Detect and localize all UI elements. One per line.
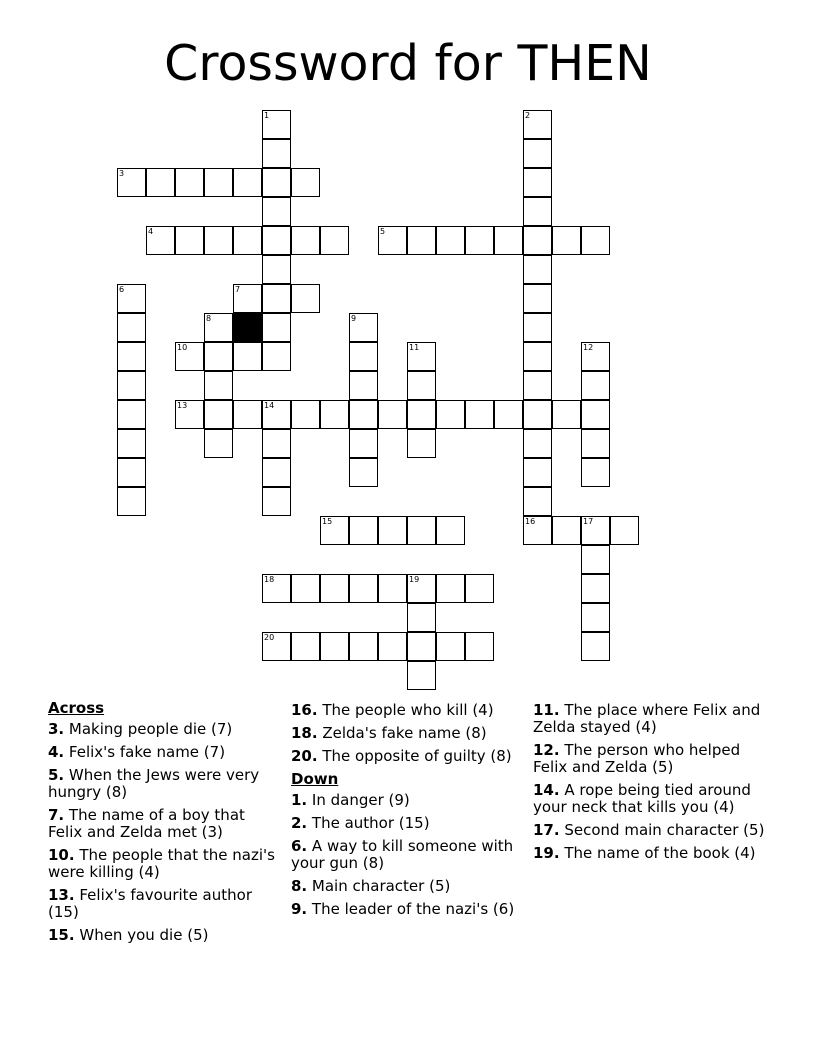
grid-cell[interactable] bbox=[494, 400, 523, 429]
clue-down-19 bbox=[533, 845, 768, 862]
clue-number: 11. bbox=[533, 701, 560, 719]
clue-number: 8. bbox=[291, 877, 308, 895]
clue-number: 1. bbox=[291, 791, 308, 809]
clue-number: 10. bbox=[48, 846, 75, 864]
grid-cell[interactable] bbox=[262, 110, 291, 139]
clue-down-1 bbox=[291, 792, 523, 809]
grid-cell[interactable] bbox=[523, 139, 552, 168]
grid-cell[interactable] bbox=[262, 197, 291, 226]
grid-cell[interactable] bbox=[552, 400, 581, 429]
clue-down-12 bbox=[533, 742, 768, 776]
clue-text: The author (15) bbox=[311, 814, 430, 832]
cell-number: 18 bbox=[264, 575, 275, 584]
grid-cell[interactable] bbox=[407, 371, 436, 400]
clue-across-20 bbox=[291, 748, 523, 765]
grid-cell[interactable] bbox=[291, 400, 320, 429]
clue-column-2 bbox=[291, 698, 523, 924]
grid-cell[interactable] bbox=[175, 168, 204, 197]
grid-cell[interactable] bbox=[204, 342, 233, 371]
grid-cell[interactable] bbox=[378, 226, 407, 255]
clue-text: The people that the nazi's were killing (4) bbox=[48, 846, 275, 881]
grid-cell[interactable] bbox=[436, 226, 465, 255]
grid-cell[interactable] bbox=[378, 400, 407, 429]
grid-cell[interactable] bbox=[117, 342, 146, 371]
grid-cell[interactable] bbox=[204, 168, 233, 197]
clue-number: 5. bbox=[48, 766, 65, 784]
cell-number: 5 bbox=[380, 227, 386, 236]
grid-cell[interactable] bbox=[523, 342, 552, 371]
grid-cell[interactable] bbox=[552, 226, 581, 255]
clue-text: Felix's fake name (7) bbox=[68, 743, 226, 761]
cell-number: 19 bbox=[409, 575, 420, 584]
grid-cell[interactable] bbox=[320, 632, 349, 661]
clue-text: When the Jews were very hungry (8) bbox=[48, 766, 260, 801]
clue-text: Zelda's fake name (8) bbox=[322, 724, 487, 742]
grid-cell[interactable] bbox=[407, 342, 436, 371]
clue-down-6 bbox=[291, 838, 523, 872]
clue-down-17 bbox=[533, 822, 768, 839]
clue-text: The name of the book (4) bbox=[564, 844, 756, 862]
grid-cell[interactable] bbox=[349, 516, 378, 545]
grid-cell[interactable] bbox=[291, 632, 320, 661]
grid-cell[interactable] bbox=[349, 400, 378, 429]
page-title: Crossword for THEN bbox=[164, 35, 652, 92]
grid-cell[interactable] bbox=[465, 632, 494, 661]
clue-across-7 bbox=[48, 807, 278, 841]
cell-number: 9 bbox=[351, 314, 357, 323]
clue-down-14 bbox=[533, 782, 768, 816]
cell-number: 10 bbox=[177, 343, 188, 352]
down-heading: Down bbox=[291, 770, 339, 788]
cell-number: 15 bbox=[322, 517, 333, 526]
grid-cell[interactable] bbox=[117, 168, 146, 197]
grid-cell[interactable] bbox=[581, 603, 610, 632]
grid-cell[interactable] bbox=[291, 284, 320, 313]
cell-number: 16 bbox=[525, 517, 536, 526]
grid-cell[interactable] bbox=[175, 342, 204, 371]
grid-cell[interactable] bbox=[117, 487, 146, 516]
clue-text: Making people die (7) bbox=[68, 720, 233, 738]
clue-number: 19. bbox=[533, 844, 560, 862]
clue-text: Felix's favourite author (15) bbox=[48, 886, 252, 921]
grid-cell[interactable] bbox=[262, 458, 291, 487]
cell-number: 14 bbox=[264, 401, 275, 410]
grid-cell[interactable] bbox=[117, 371, 146, 400]
grid-cell[interactable] bbox=[552, 516, 581, 545]
grid-cell[interactable] bbox=[436, 632, 465, 661]
clue-text: In danger (9) bbox=[311, 791, 410, 809]
clue-number: 15. bbox=[48, 926, 75, 944]
grid-cell[interactable] bbox=[262, 139, 291, 168]
grid-cell[interactable] bbox=[581, 226, 610, 255]
grid-cell[interactable] bbox=[320, 574, 349, 603]
clue-number: 7. bbox=[48, 806, 65, 824]
grid-cell[interactable] bbox=[581, 516, 610, 545]
grid-cell[interactable] bbox=[523, 110, 552, 139]
clue-text: The opposite of guilty (8) bbox=[322, 747, 512, 765]
grid-cell[interactable] bbox=[407, 226, 436, 255]
grid-cell[interactable] bbox=[407, 632, 436, 661]
grid-cell[interactable] bbox=[436, 516, 465, 545]
grid-cell[interactable] bbox=[436, 574, 465, 603]
grid-cell[interactable] bbox=[262, 429, 291, 458]
grid-cell[interactable] bbox=[175, 400, 204, 429]
cell-number: 4 bbox=[148, 227, 154, 236]
grid-cell[interactable] bbox=[320, 226, 349, 255]
grid-cell[interactable] bbox=[117, 429, 146, 458]
grid-cell[interactable] bbox=[262, 284, 291, 313]
cell-number: 11 bbox=[409, 343, 420, 352]
clue-across-16 bbox=[291, 702, 523, 719]
grid-cell[interactable] bbox=[349, 458, 378, 487]
cell-number: 2 bbox=[525, 111, 531, 120]
grid-cell[interactable] bbox=[204, 313, 233, 342]
clue-text: The place where Felix and Zelda stayed (4) bbox=[533, 701, 761, 736]
clue-text: The person who helped Felix and Zelda (5) bbox=[533, 741, 741, 776]
grid-cell[interactable] bbox=[233, 168, 262, 197]
grid-cell[interactable] bbox=[407, 661, 436, 690]
grid-cell[interactable] bbox=[204, 226, 233, 255]
grid-cell[interactable] bbox=[436, 400, 465, 429]
clue-text: Main character (5) bbox=[311, 877, 451, 895]
clue-across-13 bbox=[48, 887, 278, 921]
cell-number: 13 bbox=[177, 401, 188, 410]
grid-cell[interactable] bbox=[175, 226, 204, 255]
grid-cell[interactable] bbox=[523, 255, 552, 284]
grid-cell[interactable] bbox=[146, 168, 175, 197]
grid-cell[interactable] bbox=[378, 516, 407, 545]
cell-number: 20 bbox=[264, 633, 275, 642]
grid-cell[interactable] bbox=[378, 574, 407, 603]
grid-cell[interactable] bbox=[523, 516, 552, 545]
grid-cell[interactable] bbox=[407, 429, 436, 458]
grid-cell[interactable] bbox=[204, 429, 233, 458]
cell-number: 12 bbox=[583, 343, 594, 352]
grid-cell[interactable] bbox=[581, 545, 610, 574]
grid-cell[interactable] bbox=[407, 603, 436, 632]
grid-cell[interactable] bbox=[262, 574, 291, 603]
grid-cell[interactable] bbox=[117, 458, 146, 487]
grid-cell[interactable] bbox=[349, 342, 378, 371]
grid-cell[interactable] bbox=[349, 574, 378, 603]
grid-cell[interactable] bbox=[262, 255, 291, 284]
grid-cell[interactable] bbox=[581, 574, 610, 603]
grid-cell[interactable] bbox=[117, 284, 146, 313]
clue-across-3 bbox=[48, 721, 278, 738]
grid-cell[interactable] bbox=[523, 429, 552, 458]
grid-cell[interactable] bbox=[349, 313, 378, 342]
clue-across-4 bbox=[48, 744, 278, 761]
clue-number: 13. bbox=[48, 886, 75, 904]
clue-across-5 bbox=[48, 767, 278, 801]
clue-column-3 bbox=[533, 698, 768, 868]
grid-cell[interactable] bbox=[523, 487, 552, 516]
grid-block-cell bbox=[233, 313, 262, 342]
clue-number: 20. bbox=[291, 747, 318, 765]
clue-text: The people who kill (4) bbox=[322, 701, 494, 719]
grid-cell[interactable] bbox=[204, 371, 233, 400]
clue-text: The leader of the nazi's (6) bbox=[311, 900, 515, 918]
grid-cell[interactable] bbox=[291, 574, 320, 603]
grid-cell[interactable] bbox=[523, 458, 552, 487]
clue-text: A rope being tied around your neck that kills you (4) bbox=[533, 781, 751, 816]
cell-number: 17 bbox=[583, 517, 594, 526]
grid-cell[interactable] bbox=[291, 168, 320, 197]
grid-cell[interactable] bbox=[581, 371, 610, 400]
grid-cell[interactable] bbox=[349, 371, 378, 400]
clue-number: 6. bbox=[291, 837, 308, 855]
grid-cell[interactable] bbox=[378, 632, 407, 661]
grid-cell[interactable] bbox=[291, 226, 320, 255]
grid-cell[interactable] bbox=[262, 400, 291, 429]
grid-cell[interactable] bbox=[523, 226, 552, 255]
clue-column-1 bbox=[48, 698, 278, 950]
grid-cell[interactable] bbox=[407, 574, 436, 603]
clue-text: When you die (5) bbox=[79, 926, 209, 944]
clue-text: The name of a boy that Felix and Zelda met (3) bbox=[48, 806, 245, 841]
grid-cell[interactable] bbox=[204, 400, 233, 429]
cell-number: 1 bbox=[264, 111, 270, 120]
grid-cell[interactable] bbox=[581, 632, 610, 661]
grid-cell[interactable] bbox=[523, 371, 552, 400]
grid-cell[interactable] bbox=[407, 400, 436, 429]
clue-number: 12. bbox=[533, 741, 560, 759]
grid-cell[interactable] bbox=[523, 400, 552, 429]
clue-number: 3. bbox=[48, 720, 65, 738]
clue-text: Second main character (5) bbox=[564, 821, 765, 839]
grid-cell[interactable] bbox=[233, 400, 262, 429]
grid-cell[interactable] bbox=[117, 313, 146, 342]
clue-down-9 bbox=[291, 901, 523, 918]
grid-cell[interactable] bbox=[465, 400, 494, 429]
grid-cell[interactable] bbox=[523, 197, 552, 226]
clue-down-11 bbox=[533, 702, 768, 736]
grid-cell[interactable] bbox=[262, 342, 291, 371]
clue-across-10 bbox=[48, 847, 278, 881]
clue-across-18 bbox=[291, 725, 523, 742]
cell-number: 8 bbox=[206, 314, 212, 323]
grid-cell[interactable] bbox=[581, 429, 610, 458]
cell-number: 3 bbox=[119, 169, 125, 178]
grid-cell[interactable] bbox=[523, 168, 552, 197]
clue-number: 16. bbox=[291, 701, 318, 719]
grid-cell[interactable] bbox=[262, 226, 291, 255]
clue-down-2 bbox=[291, 815, 523, 832]
grid-cell[interactable] bbox=[349, 632, 378, 661]
across-heading: Across bbox=[48, 699, 105, 717]
grid-cell[interactable] bbox=[407, 516, 436, 545]
cell-number: 6 bbox=[119, 285, 125, 294]
grid-cell[interactable] bbox=[262, 168, 291, 197]
grid-cell[interactable] bbox=[581, 458, 610, 487]
grid-cell[interactable] bbox=[465, 226, 494, 255]
grid-cell[interactable] bbox=[494, 226, 523, 255]
grid-cell[interactable] bbox=[581, 342, 610, 371]
clue-across-15 bbox=[48, 927, 278, 944]
grid-cell[interactable] bbox=[581, 400, 610, 429]
grid-cell[interactable] bbox=[262, 313, 291, 342]
grid-cell[interactable] bbox=[262, 632, 291, 661]
grid-cell[interactable] bbox=[262, 487, 291, 516]
clue-number: 18. bbox=[291, 724, 318, 742]
clue-number: 9. bbox=[291, 900, 308, 918]
cell-number: 7 bbox=[235, 285, 241, 294]
clue-text: A way to kill someone with your gun (8) bbox=[291, 837, 514, 872]
grid-cell[interactable] bbox=[117, 400, 146, 429]
grid-cell[interactable] bbox=[523, 313, 552, 342]
grid-cell[interactable] bbox=[233, 342, 262, 371]
grid-cell[interactable] bbox=[610, 516, 639, 545]
grid-cell[interactable] bbox=[349, 429, 378, 458]
grid-cell[interactable] bbox=[320, 516, 349, 545]
grid-cell[interactable] bbox=[233, 226, 262, 255]
grid-cell[interactable] bbox=[146, 226, 175, 255]
clue-number: 4. bbox=[48, 743, 65, 761]
grid-cell[interactable] bbox=[320, 400, 349, 429]
clue-number: 2. bbox=[291, 814, 308, 832]
clue-number: 17. bbox=[533, 821, 560, 839]
clue-down-8 bbox=[291, 878, 523, 895]
grid-cell[interactable] bbox=[465, 574, 494, 603]
grid-cell[interactable] bbox=[523, 284, 552, 313]
clue-number: 14. bbox=[533, 781, 560, 799]
grid-cell[interactable] bbox=[233, 284, 262, 313]
